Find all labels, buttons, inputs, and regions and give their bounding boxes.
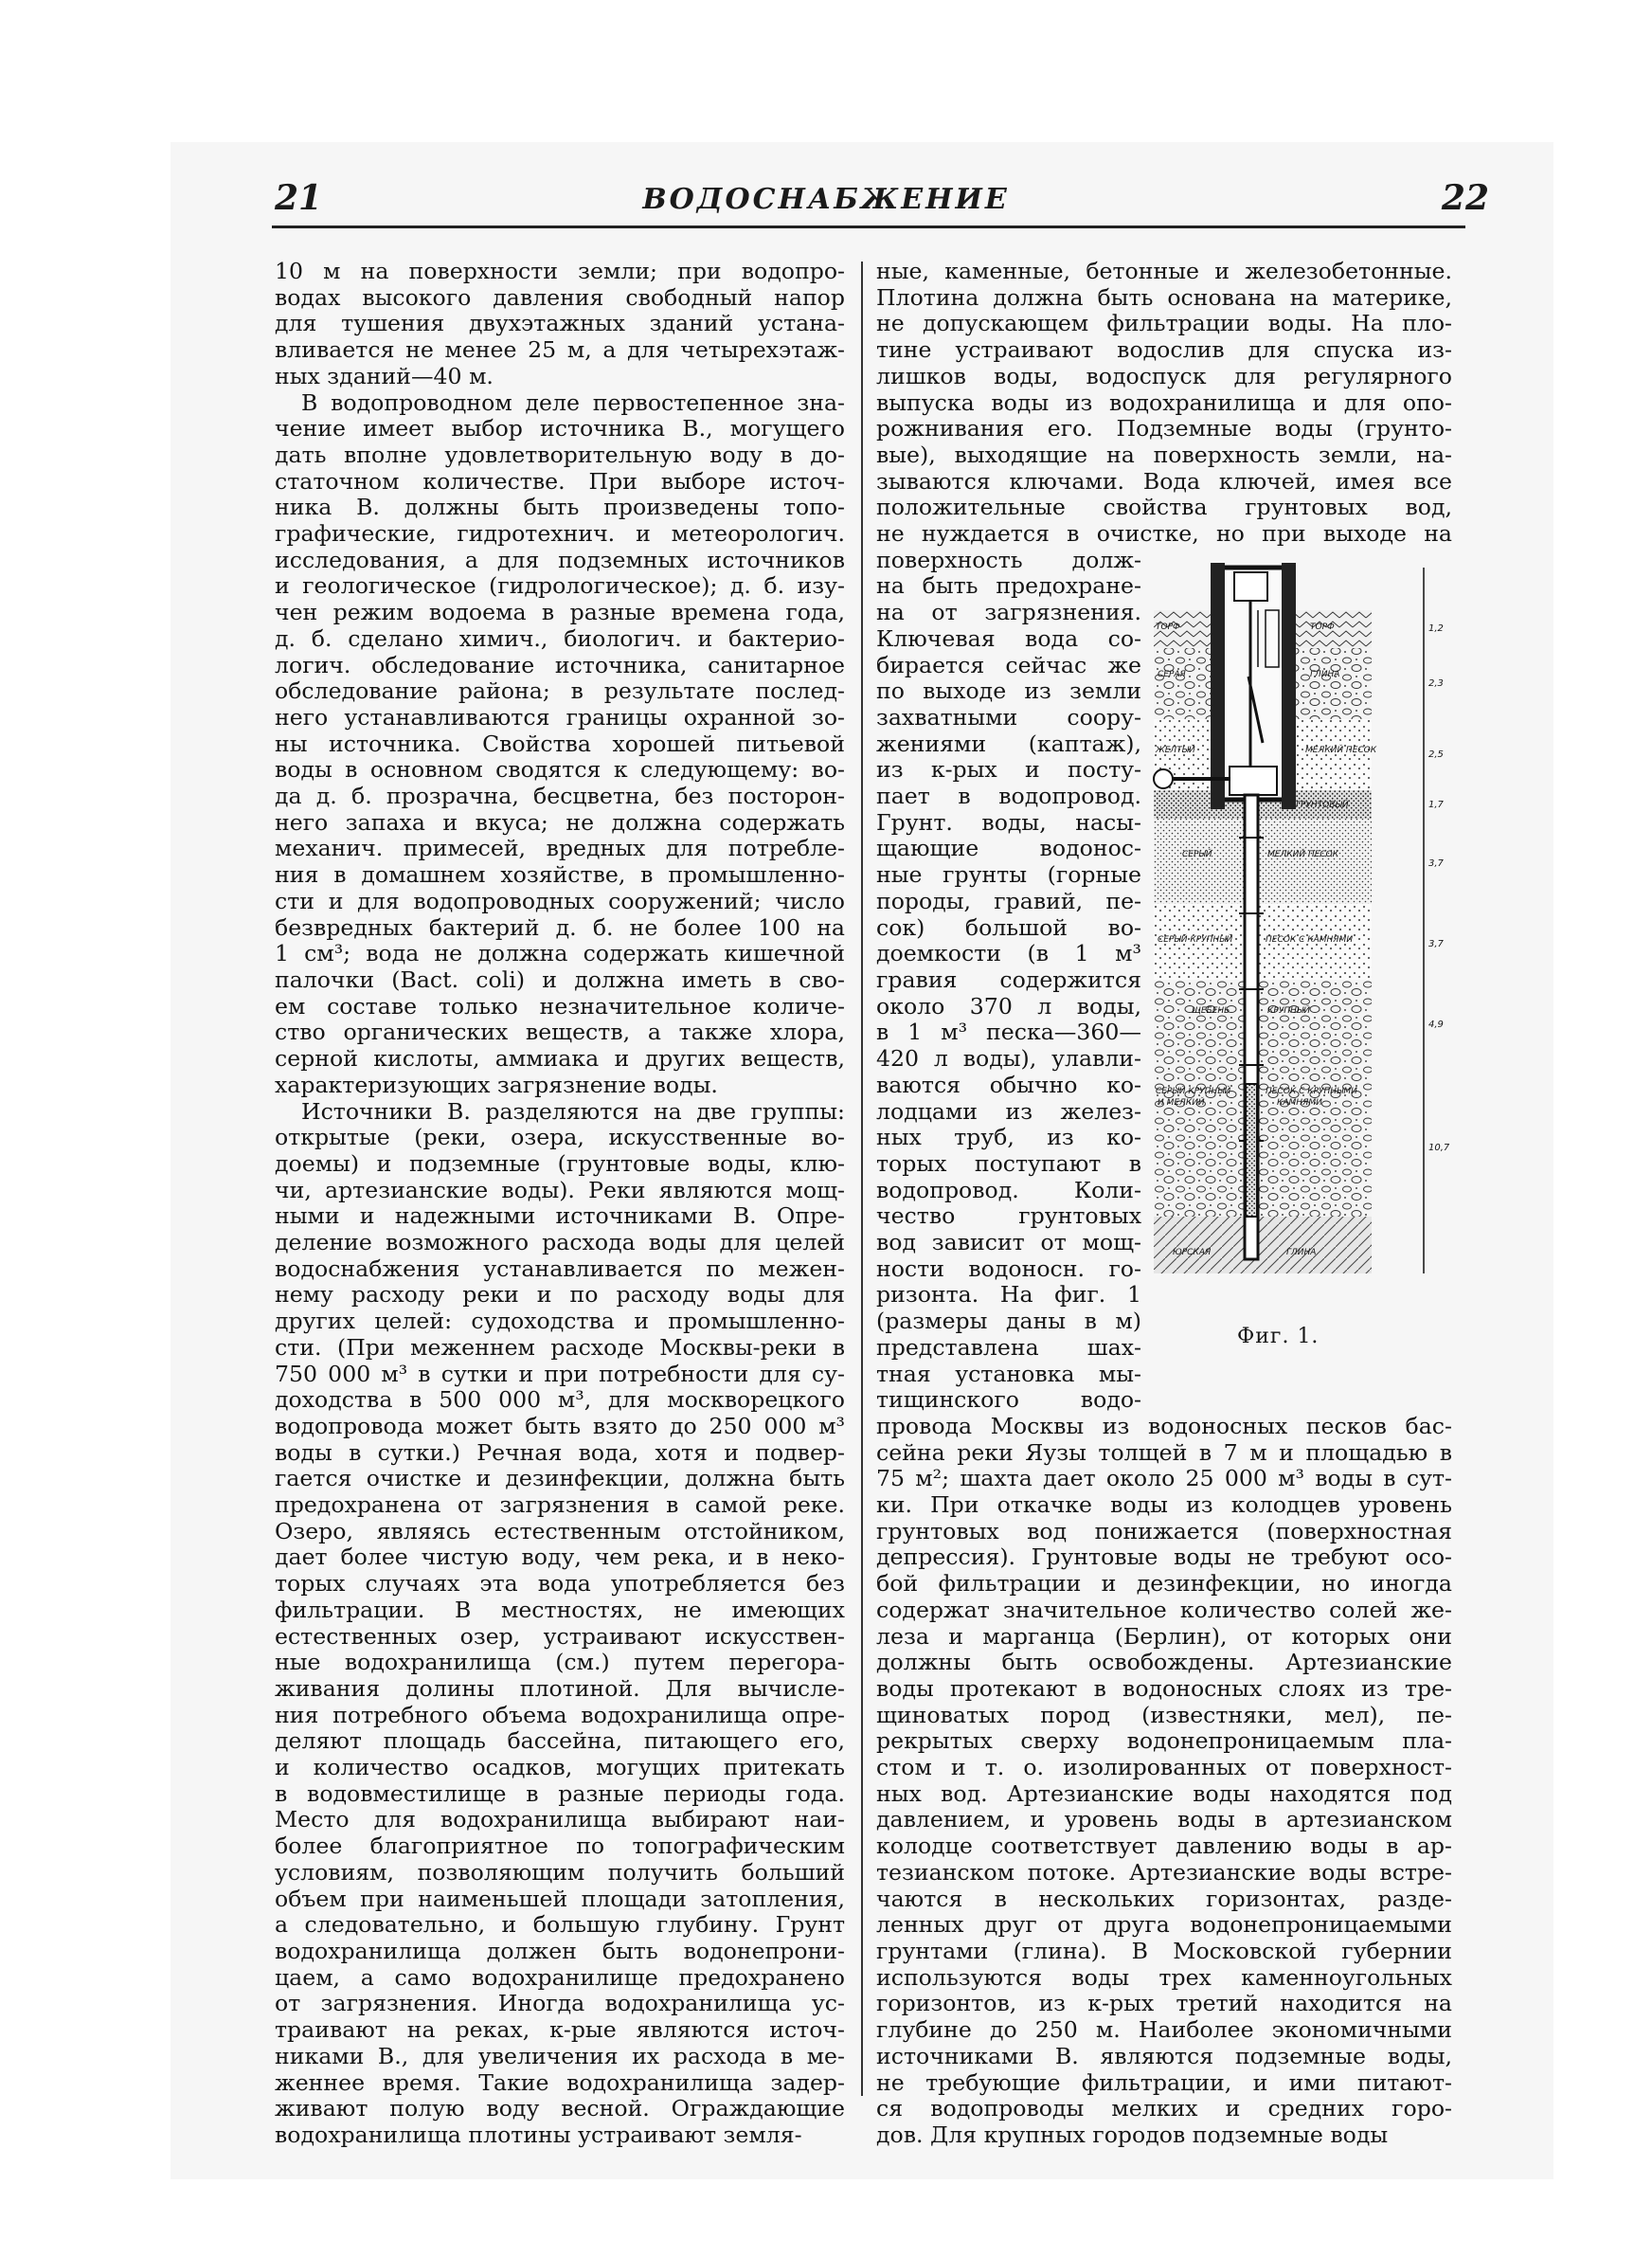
text-line: ваются обычно ко-: [876, 1071, 1141, 1098]
label-yellow: ЖЕЛТЫЙ: [1156, 746, 1195, 755]
text-line: живания долины плотиной. Для вычисле-: [275, 1674, 845, 1702]
text-line: ся водопроводы мелких и средних горо-: [876, 2095, 1452, 2122]
text-line: палочки (Bact. coli) и должна иметь в сво-: [275, 966, 845, 993]
running-title: ВОДОСНАБЖЕНИЕ: [642, 183, 1010, 216]
text-line: ности водоносн. го-: [876, 1255, 1141, 1282]
text-line: рожнивания его. Подземные воды (грунто-: [876, 415, 1452, 442]
text-line: представлена шах-: [876, 1333, 1141, 1361]
outlet-pipe-icon: [1154, 769, 1173, 788]
label-grey-coarse-2: СЕРЫЙ КРУПНЫЙ: [1156, 1087, 1231, 1096]
text-line: объем при наименьшей площади затопления,: [275, 1885, 845, 1912]
text-line: бой фильтрации и дезинфекции, но иногда: [876, 1570, 1452, 1598]
text-line: по выходе из земли: [876, 677, 1141, 705]
text-line: леза и марганца (Берлин), от которых они: [876, 1622, 1452, 1650]
dim-1: 1,2: [1428, 623, 1444, 634]
text-line: нему расходу реки и по расходу воды для: [275, 1281, 845, 1309]
text-line: 10 м на поверхности земли; при водопро-: [275, 258, 845, 284]
label-grey-coarse: СЕРЫЙ КРУПНЫЙ: [1158, 935, 1233, 945]
text-line: ных труб, из ко-: [876, 1124, 1141, 1151]
left-page-number: 21: [275, 178, 323, 218]
text-line: не допускающем фильтрации воды. На пло-: [876, 310, 1452, 337]
text-line: зываются ключами. Вода ключей, имея все: [876, 467, 1452, 495]
text-line: серной кислоты, аммиака и других веществ,: [275, 1045, 845, 1073]
dim-8: 10,7: [1428, 1143, 1450, 1153]
text-line: не требующие фильтрации, и ими питают-: [876, 2068, 1452, 2096]
text-line: водопровода может быть взято до 250 000 м³: [275, 1412, 845, 1439]
text-line: не нуждается в очистке, но при выходе на: [876, 520, 1452, 548]
dim-4: 1,7: [1428, 800, 1444, 810]
text-line: содержат значительное количество солей же-: [876, 1596, 1452, 1623]
text-line: водохранилища плотины устраивают земля-: [275, 2121, 802, 2148]
text-line: ния в домашнем хозяйстве, в промышленно-: [275, 861, 845, 889]
text-line: живают полую воду весной. Ограждающие: [275, 2095, 845, 2122]
text-line: исследования, а для подземных источников: [275, 546, 845, 573]
text-line: около 370 л воды,: [876, 992, 1141, 1020]
text-line: ны источника. Свойства хорошей питьевой: [275, 730, 845, 757]
text-line: ника В. должны быть произведены топо-: [275, 494, 845, 521]
text-line: источниками В. являются подземные воды,: [876, 2042, 1452, 2069]
dim-7: 4,9: [1428, 1020, 1444, 1030]
right-page-number: 22: [1441, 178, 1489, 218]
text-line: чен режим водоема в разные времена года,: [275, 599, 845, 626]
label-grey-2: СЕРЫЙ: [1182, 850, 1212, 859]
dim-2: 2,3: [1428, 678, 1444, 689]
text-line: безвредных бактерий д. б. не более 100 на: [275, 913, 845, 941]
text-line: дать вполне удовлетворительную воду в до-: [275, 441, 845, 468]
text-line: водах высокого давления свободный напор: [275, 283, 845, 311]
text-line: Озеро, являясь естественным отстойником,: [275, 1517, 845, 1544]
text-line: грунтами (глина). В Московской губернии: [876, 1938, 1452, 1964]
text-line: и количество осадков, могущих притекать: [275, 1754, 845, 1781]
left-column: [275, 258, 845, 2148]
label-fine-sand-2: МЕЛКИЙ ПЕСОК: [1267, 850, 1339, 859]
text-line: провода Москвы из водоносных песков бас-: [876, 1412, 1452, 1439]
filter-section: [1246, 1084, 1257, 1217]
text-line: 750 000 м³ в сутки и при потребности для су-: [275, 1360, 845, 1387]
text-line: ство органических веществ, а также хлора,: [275, 1019, 845, 1046]
text-line: фильтрации. В местностях, не имеющих: [275, 1596, 845, 1623]
text-line: чаются в нескольких горизонтах, разде-: [876, 1885, 1452, 1912]
text-line: горизонтов, из к-рых третий находится на: [876, 1990, 1452, 2017]
text-line: глубине до 250 м. Наиболее экономичными: [876, 2016, 1452, 2044]
shaft-right-wall: [1282, 563, 1296, 809]
column-divider: [861, 262, 863, 2096]
text-line: воды протекают в водоносных слоях из тре-: [876, 1674, 1452, 1702]
text-line: деляют площадь бассейна, питающего его,: [275, 1727, 845, 1755]
text-line: захватными соору-: [876, 703, 1141, 731]
text-line: него запаха и вкуса; не должна содержать: [275, 808, 845, 836]
text-line: 75 м²; шахта дает около 25 000 м³ воды в сут-: [876, 1465, 1452, 1492]
text-line: д. б. сделано химич., биологич. и бактерио-: [275, 624, 845, 652]
text-line: щиноватых пород (известняки, мел), пе-: [876, 1701, 1452, 1728]
text-line: более благоприятное по топографическим: [275, 1833, 845, 1860]
text-line: дов. Для крупных городов подземные воды: [876, 2121, 1389, 2148]
text-line: обследование района; в результате послед-: [275, 677, 845, 705]
shaft-left-wall: [1211, 563, 1225, 809]
text-line: выпуска воды из водохранилища и для опо-: [876, 388, 1452, 416]
text-line: тине устраивают водослив для спуска из-: [876, 336, 1452, 364]
text-line: водохранилища должен быть водонепрони-: [275, 1938, 845, 1964]
text-line: ные водохранилища (см.) путем перегора-: [275, 1649, 845, 1676]
text-line: депрессия). Грунтовые воды не требуют осо-: [876, 1544, 1452, 1571]
text-line: тезианском потоке. Артезианские воды встре-: [876, 1858, 1452, 1886]
label-and-fine: И МЕЛКИЙ: [1158, 1098, 1205, 1108]
figure-caption: Фиг. 1.: [1237, 1325, 1320, 1348]
text-line: ных зданий—40 м.: [275, 362, 494, 389]
text-line: предохранена от загрязнения в самой реке.: [275, 1491, 845, 1519]
text-line: ными и надежными источниками В. Опре-: [275, 1202, 845, 1230]
text-line: никами В., для увеличения их расхода в ме-: [275, 2042, 845, 2069]
text-line: сти и для водопроводных сооружений; число: [275, 887, 845, 914]
text-line: статочном количестве. При выборе источ-: [275, 467, 845, 495]
text-line: лодцами из желез-: [876, 1097, 1141, 1125]
text-line: рекрытых сверху водонепроницаемым пла-: [876, 1727, 1452, 1755]
text-line: других целей: судоходства и промышленно-: [275, 1308, 845, 1335]
text-line: гается очистке и дезинфекции, должна быть: [275, 1465, 845, 1492]
text-line: Место для водохранилища выбирают наи-: [275, 1806, 845, 1833]
dim-6: 3,7: [1428, 939, 1444, 949]
text-line: щающие водонос-: [876, 835, 1141, 862]
text-line: жениями (каптаж),: [876, 730, 1141, 757]
text-line: от загрязнения. Иногда водохранилища ус-: [275, 1990, 845, 2017]
text-line: а следовательно, и большую глубину. Грунт: [275, 1911, 845, 1939]
label-peat-left: ТОРФ: [1156, 623, 1180, 632]
text-line: вливается не менее 25 м, а для четырехэтаж-: [275, 336, 845, 364]
text-line: поверхность долж-: [876, 546, 1141, 573]
text-line: стом и т. о. изолированных от поверхност-: [876, 1754, 1452, 1781]
well-shaft-figure: [1154, 553, 1457, 1292]
label-sand-stones: ПЕСОК С КАМНЯМИ: [1266, 935, 1354, 945]
text-line: Грунт. воды, насы-: [876, 808, 1141, 836]
text-line: деление возможного расхода воды для целей: [275, 1229, 845, 1256]
text-line: В водопроводном деле первостепенное зна-: [301, 388, 845, 416]
text-line: естественных озер, устраивают искусствен-: [275, 1622, 845, 1650]
text-line: графические, гидротехнич. и метеорологич.: [275, 520, 845, 548]
text-line: водоснабжения устанавливается по межен-: [275, 1255, 845, 1282]
text-line: характеризующих загрязнение воды.: [275, 1071, 718, 1098]
text-line: в водовместилище в разные периоды года.: [275, 1779, 845, 1807]
text-line: положительные свойства грунтовых вод,: [876, 494, 1452, 521]
text-line: ные, каменные, бетонные и железобетонные.: [876, 258, 1452, 284]
label-gravel: ЩЕБЕНЬ: [1192, 1006, 1230, 1016]
text-line: траивают на реках, к-рые являются источ-: [275, 2016, 845, 2044]
text-line: доемкости (в 1 м³: [876, 940, 1141, 967]
text-line: женнее время. Такие водохранилища задер-: [275, 2068, 845, 2096]
text-line: доходства в 500 000 м³, для москворецкого: [275, 1386, 845, 1414]
text-line: вые), выходящие на поверхность земли, на-: [876, 441, 1452, 468]
text-line: ния потребного объема водохранилища опре-: [275, 1701, 845, 1728]
text-line: воды в основном сводятся к следующему: во-: [275, 756, 845, 784]
text-line: торых случаях эта вода употребляется без: [275, 1570, 845, 1598]
shaft-walls: [1220, 568, 1286, 800]
text-line: тная установка мы-: [876, 1360, 1141, 1387]
text-line: 420 л воды), улавли-: [876, 1045, 1141, 1073]
text-line: в 1 м³ песка—360—: [876, 1019, 1141, 1046]
text-line: 1 см³; вода не должна содержать кишечной: [275, 940, 845, 967]
text-line: открытые (реки, озера, искусственные во-: [275, 1124, 845, 1151]
text-line: чи, артезианские воды). Реки являются мощ-: [275, 1176, 845, 1203]
label-jurassic: ЮРСКАЯ: [1173, 1248, 1212, 1257]
layer-grey-fine-sand: [1154, 819, 1372, 904]
text-line: логич. обследование источника, санитарное: [275, 651, 845, 678]
text-line: вод зависит от мощ-: [876, 1229, 1141, 1256]
text-line: используются воды трех каменноугольных: [876, 1963, 1452, 1991]
text-line: чение имеет выбор источника В., могущего: [275, 415, 845, 442]
text-line: Плотина должна быть основана на материке,: [876, 283, 1452, 311]
text-line: из к-рых и посту-: [876, 756, 1141, 784]
label-clay: ГЛИНА: [1310, 670, 1340, 679]
text-line: чество грунтовых: [876, 1202, 1141, 1230]
text-line: на быть предохране-: [876, 572, 1141, 600]
label-stones: КАМНЯМИ: [1277, 1098, 1322, 1108]
text-line: Ключевая вода со-: [876, 624, 1141, 652]
text-line: ризонта. На фиг. 1: [876, 1281, 1141, 1309]
text-line: механич. примесей, вредных для потребле-: [275, 835, 845, 862]
text-line: для тушения двухэтажных зданий устана-: [275, 310, 845, 337]
text-line: ных вод. Артезианские воды находятся под: [876, 1779, 1452, 1807]
text-line: сейна реки Яузы толщей в 7 м и площадью в: [876, 1438, 1452, 1466]
text-line: лишков воды, водоспуск для регулярного: [876, 362, 1452, 389]
label-fine-sand: МЕЛКИЙ ПЕСОК: [1305, 746, 1377, 755]
text-line: должны быть освобождены. Артезианские: [876, 1649, 1452, 1676]
header-rule: [272, 226, 1465, 228]
text-line: сти. (При меженнем расходе Москвы-реки в: [275, 1333, 845, 1361]
layer-jurassic-clay: [1154, 1217, 1372, 1273]
label-peat-right: ТОРФ: [1310, 623, 1335, 632]
dim-3: 2,5: [1428, 749, 1444, 760]
text-line: да д. б. прозрачна, бесцветна, без посторон-: [275, 783, 845, 810]
text-line: бирается сейчас же: [876, 651, 1141, 678]
text-line: породы, гравий, пе-: [876, 887, 1141, 914]
text-line: условиям, позволяющим получить больший: [275, 1858, 845, 1886]
text-line: на от загрязнения.: [876, 599, 1141, 626]
dim-5: 3,7: [1428, 858, 1444, 869]
text-line: водопровод. Коли-: [876, 1176, 1141, 1203]
label-coarse: КРУПНЫЙ: [1267, 1006, 1310, 1016]
label-grey: СЕРАЯ: [1158, 670, 1186, 679]
text-line: ем составе только незначительное количе-: [275, 992, 845, 1020]
text-line: ки. При откачке воды из колодцев уровень: [876, 1491, 1452, 1519]
pump-head: [1234, 572, 1267, 601]
text-line: ные грунты (горные: [876, 861, 1141, 889]
text-line: гравия содержится: [876, 966, 1141, 993]
text-line: колодце соответствует давлению воды в ар-: [876, 1833, 1452, 1860]
label-jurassic-clay: ГЛИНА: [1286, 1248, 1317, 1257]
text-line: доемы) и подземные (грунтовые воды, клю-: [275, 1149, 845, 1177]
text-line: торых поступают в: [876, 1149, 1141, 1177]
text-line: пает в водопровод.: [876, 783, 1141, 810]
text-line: ленных друг от друга водонепроницаемыми: [876, 1911, 1452, 1939]
text-line: грунтовых вод понижается (поверхностная: [876, 1517, 1452, 1544]
layer-gravel: [1154, 980, 1372, 1065]
text-line: давлением, и уровень воды в артезианском: [876, 1806, 1452, 1833]
text-line: сок) большой во-: [876, 913, 1141, 941]
text-line: него устанавливаются границы охранной зо-: [275, 703, 845, 731]
text-line: воды в сутки.) Речная вода, хотя и подвер-: [275, 1438, 845, 1466]
label-groundwater: ГРУНТОВЫЙ: [1296, 801, 1349, 810]
label-sand-large-stones: ПЕСОК С КРУПНЫМИ: [1266, 1087, 1357, 1096]
text-line: цаем, а само водохранилище предохранено: [275, 1963, 845, 1991]
text-line: дает более чистую воду, чем река, и в неко-: [275, 1544, 845, 1571]
text-line: тищинского водо-: [876, 1386, 1141, 1414]
text-line: Источники В. разделяются на две группы:: [301, 1097, 845, 1125]
text-line: и геологическое (гидрологическое); д. б. изу-: [275, 572, 845, 600]
text-line: (размеры даны в м): [876, 1308, 1141, 1335]
